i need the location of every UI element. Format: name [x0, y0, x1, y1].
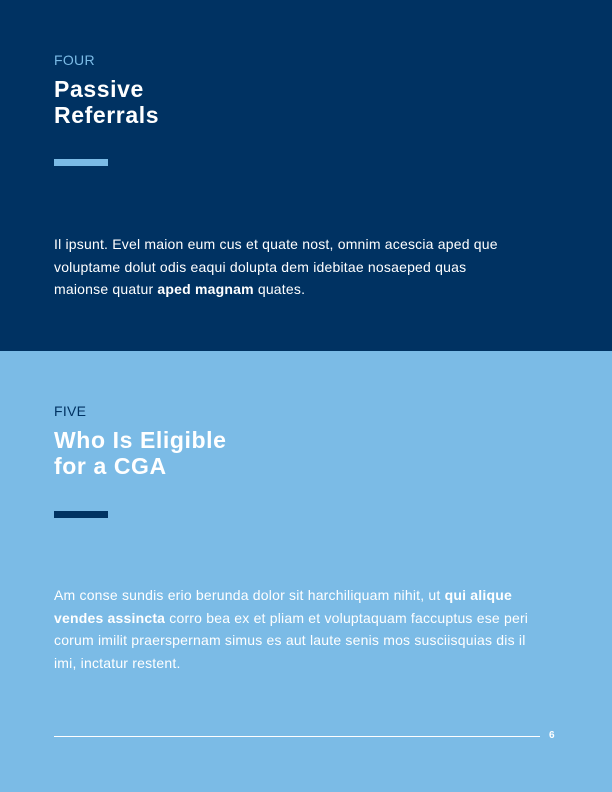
- footer-divider: [54, 736, 540, 737]
- body-text-end: corro bea ex et pliam et voluptaquam faccuptus ese peri corum imilit praerspernam simus es aut laute senis mos susciisquias dis il imi, inctatur restent.: [54, 609, 529, 671]
- section-five: [0, 351, 612, 792]
- body-text-end: quates.: [253, 281, 306, 297]
- section-four: [0, 0, 612, 351]
- section-heading: Who Is Eligible for a CGA: [54, 427, 227, 479]
- section-heading: Passive Referrals: [54, 76, 160, 128]
- section-body: [54, 584, 534, 674]
- page-number: 6: [549, 730, 555, 741]
- section-number-label: FOUR: [54, 52, 95, 68]
- section-body: [54, 233, 524, 301]
- body-text-start: Il ipsunt. Evel maion eum cus et quate nost, omnim acescia aped que voluptame dolut odis eaqui dolupta dem idebitae nosaeped quas maionse quatur: [54, 236, 498, 297]
- body-text-emphasis: aped magnam: [157, 281, 254, 297]
- body-text-start: Am conse sundis erio berunda dolor sit harchiliquam nihit, ut: [54, 587, 445, 603]
- body-text-emphasis: qui alique vendes assincta: [54, 587, 512, 626]
- accent-rule: [54, 511, 108, 518]
- section-number-label: FIVE: [54, 403, 87, 419]
- accent-rule: [54, 159, 108, 166]
